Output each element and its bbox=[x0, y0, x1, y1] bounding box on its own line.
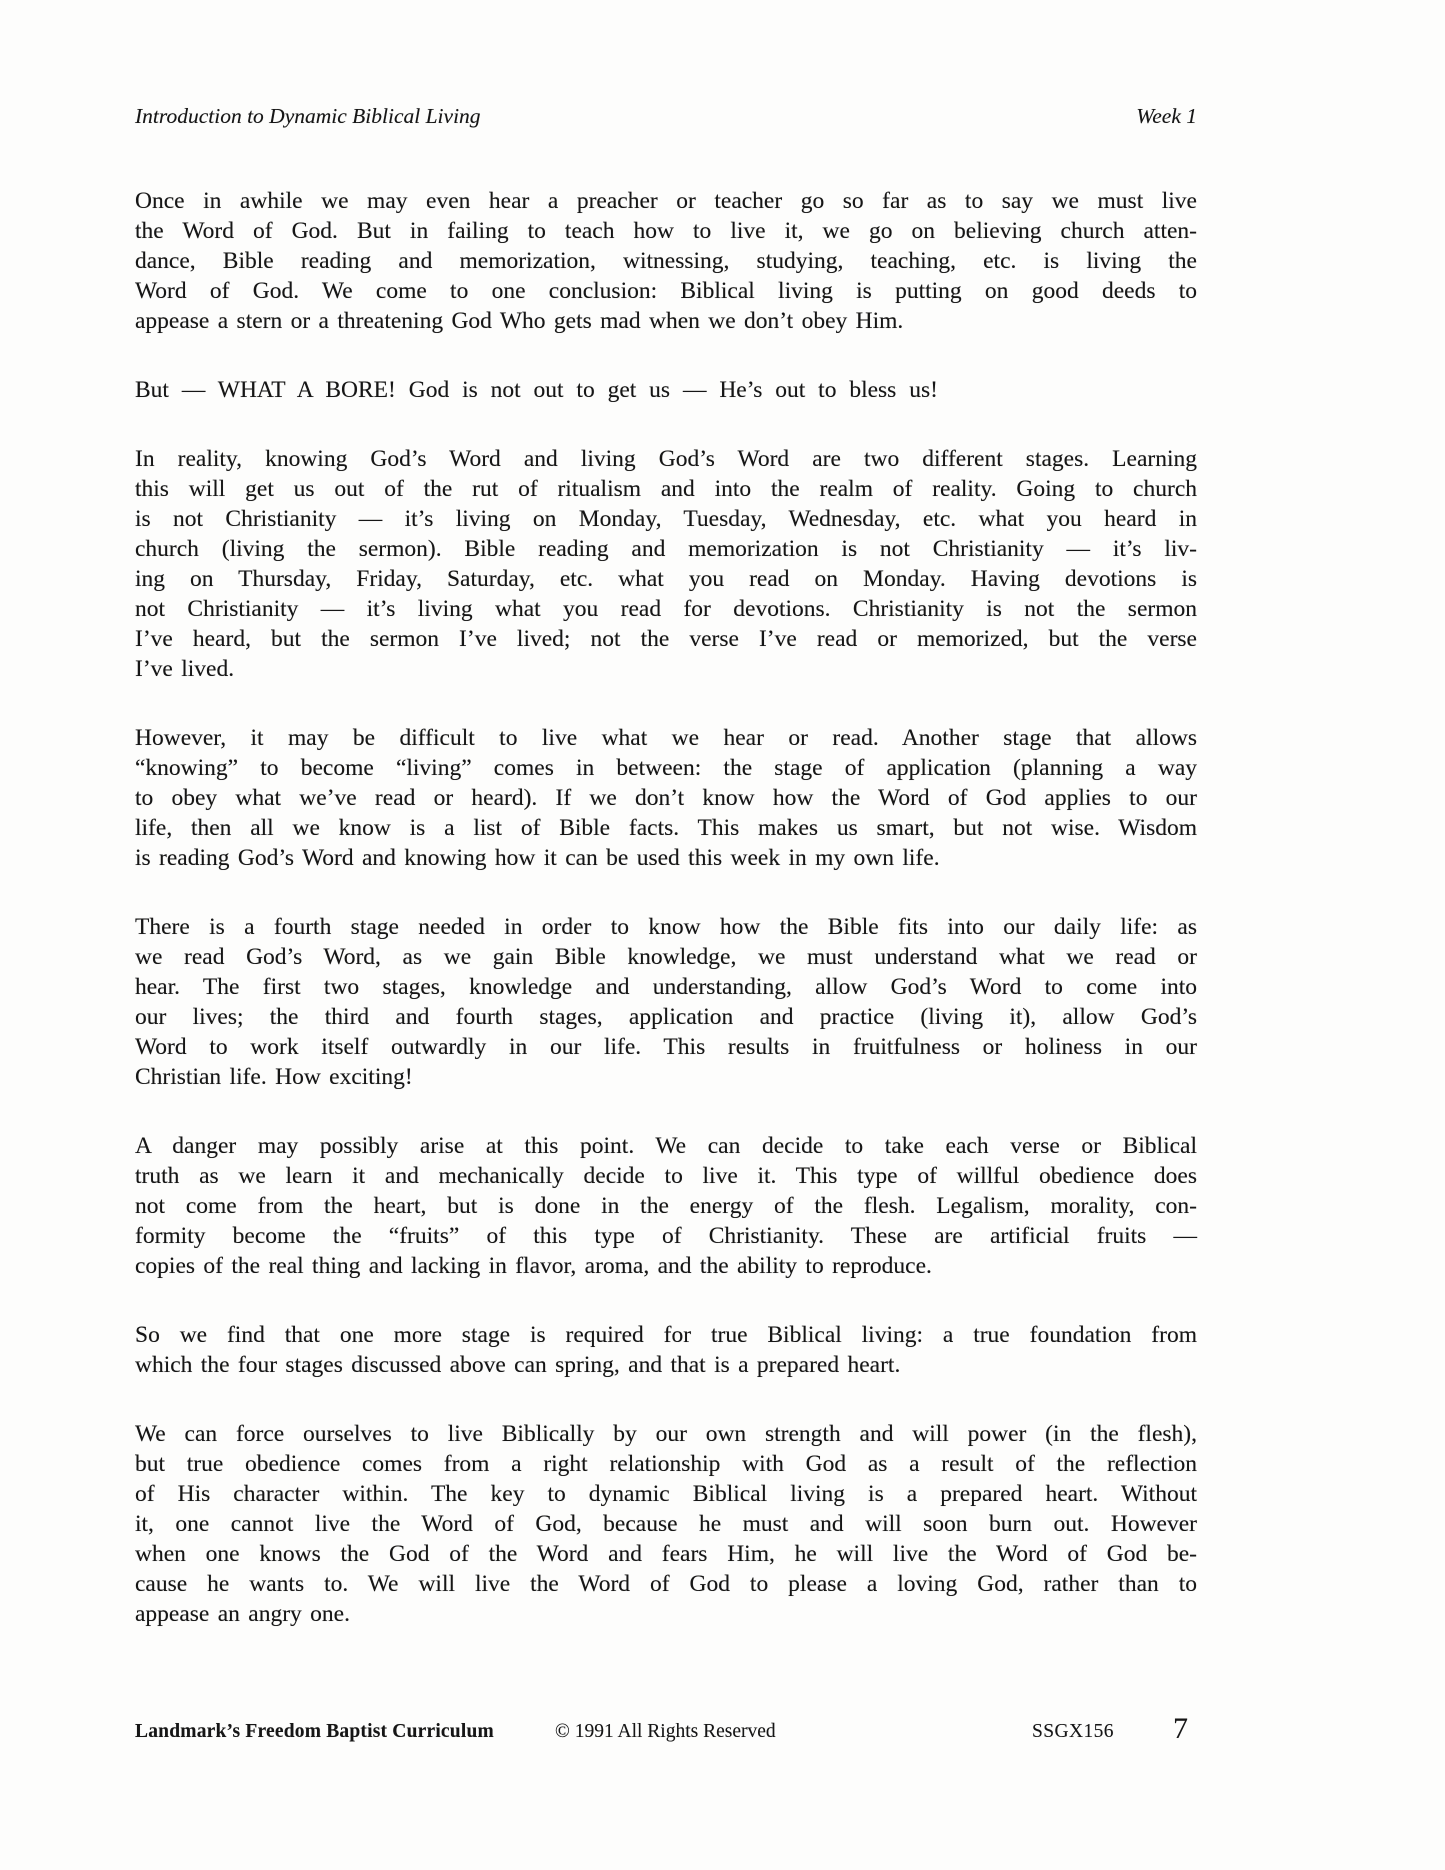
week-label: Week 1 bbox=[1136, 104, 1197, 128]
paragraph bbox=[135, 186, 1197, 336]
text-line: appease an angry one. bbox=[135, 1601, 350, 1627]
text-line: but true obedience comes from a right relationship with God as a result of the reflection bbox=[135, 1451, 1197, 1477]
text-line: of His character within. The key to dynamic Biblical living is a prepared heart. Without bbox=[135, 1481, 1197, 1507]
page-footer bbox=[135, 1712, 1197, 1762]
text-line: ing on Thursday, Friday, Saturday, etc. what you read on Monday. Having devotions is bbox=[135, 566, 1197, 592]
text-line: However, it may be difficult to live what we hear or read. Another stage that allows bbox=[135, 725, 1197, 751]
text-line: church (living the sermon). Bible reading and memorization is not Christianity — it’s liv- bbox=[135, 536, 1197, 562]
text-line: appease a stern or a threatening God Who gets mad when we don’t obey Him. bbox=[135, 308, 904, 334]
text-line: to obey what we’ve read or heard). If we don’t know how the Word of God applies to our bbox=[135, 785, 1197, 811]
text-line: the Word of God. But in failing to teach how to live it, we go on believing church atten- bbox=[135, 218, 1197, 244]
text-line: Once in awhile we may even hear a preacher or teacher go so far as to say we must live bbox=[135, 188, 1197, 214]
text-line: There is a fourth stage needed in order to know how the Bible fits into our daily life: as bbox=[135, 914, 1197, 940]
text-line: when one knows the God of the Word and fears Him, he will live the Word of God be- bbox=[135, 1541, 1197, 1567]
document-body bbox=[135, 186, 1197, 1629]
text-line: our lives; the third and fourth stages, application and practice (living it), allow God’s bbox=[135, 1004, 1197, 1030]
text-line: cause he wants to. We will live the Word of God to please a loving God, rather than to bbox=[135, 1571, 1197, 1597]
paragraph bbox=[135, 444, 1197, 684]
publisher-label: Landmark’s Freedom Baptist Curriculum bbox=[135, 1721, 494, 1742]
text-line: which the four stages discussed above can spring, and that is a prepared heart. bbox=[135, 1352, 901, 1378]
text-line: copies of the real thing and lacking in flavor, aroma, and the ability to reproduce. bbox=[135, 1253, 932, 1279]
document-title: Introduction to Dynamic Biblical Living bbox=[135, 104, 481, 128]
text-line: is reading God’s Word and knowing how it can be used this week in my own life. bbox=[135, 845, 940, 871]
text-line: In reality, knowing God’s Word and living God’s Word are two different stages. Learning bbox=[135, 446, 1197, 472]
text-line: Word of God. We come to one conclusion: Biblical living is putting on good deeds to bbox=[135, 278, 1197, 304]
text-line: I’ve heard, but the sermon I’ve lived; not the verse I’ve read or memorized, but the verse bbox=[135, 626, 1197, 652]
text-line: We can force ourselves to live Biblically by our own strength and will power (in the flesh), bbox=[135, 1421, 1197, 1447]
text-line: is not Christianity — it’s living on Monday, Tuesday, Wednesday, etc. what you heard in bbox=[135, 506, 1197, 532]
text-line: truth as we learn it and mechanically decide to live it. This type of willful obedience does bbox=[135, 1163, 1197, 1189]
text-line: it, one cannot live the Word of God, because he must and will soon burn out. However bbox=[135, 1511, 1197, 1537]
paragraph bbox=[135, 1419, 1197, 1629]
paragraph bbox=[135, 1131, 1197, 1281]
text-line: not Christianity — it’s living what you read for devotions. Christianity is not the sermon bbox=[135, 596, 1197, 622]
text-line: hear. The first two stages, knowledge and understanding, allow God’s Word to come into bbox=[135, 974, 1197, 1000]
text-line: we read God’s Word, as we gain Bible knowledge, we must understand what we read or bbox=[135, 944, 1197, 970]
paragraph bbox=[135, 1320, 1197, 1380]
text-line: this will get us out of the rut of ritualism and into the realm of reality. Going to church bbox=[135, 476, 1197, 502]
page-number: 7 bbox=[1173, 1712, 1188, 1745]
text-line: Christian life. How exciting! bbox=[135, 1064, 413, 1090]
text-line: life, then all we know is a list of Bible facts. This makes us smart, but not wise. Wisdom bbox=[135, 815, 1197, 841]
paragraph bbox=[135, 912, 1197, 1092]
page-header bbox=[135, 104, 1197, 129]
text-line: I’ve lived. bbox=[135, 656, 235, 682]
text-line: formity become the “fruits” of this type of Christianity. These are artificial fruits — bbox=[135, 1223, 1197, 1249]
text-line: Word to work itself outwardly in our life. This results in fruitfulness or holiness in our bbox=[135, 1034, 1197, 1060]
paragraph bbox=[135, 375, 1197, 405]
text-line: not come from the heart, but is done in the energy of the flesh. Legalism, morality, con- bbox=[135, 1193, 1197, 1219]
text-line: “knowing” to become “living” comes in between: the stage of application (planning a way bbox=[135, 755, 1197, 781]
curriculum-code: SSGX156 bbox=[1032, 1721, 1114, 1742]
text-line: dance, Bible reading and memorization, witnessing, studying, teaching, etc. is living the bbox=[135, 248, 1197, 274]
text-line: So we find that one more stage is required for true Biblical living: a true foundation from bbox=[135, 1322, 1197, 1348]
paragraph bbox=[135, 723, 1197, 873]
text-line: A danger may possibly arise at this point. We can decide to take each verse or Biblical bbox=[135, 1133, 1197, 1159]
copyright-notice: © 1991 All Rights Reserved bbox=[555, 1721, 776, 1742]
text-line: But — WHAT A BORE! God is not out to get us — He’s out to bless us! bbox=[135, 377, 938, 403]
